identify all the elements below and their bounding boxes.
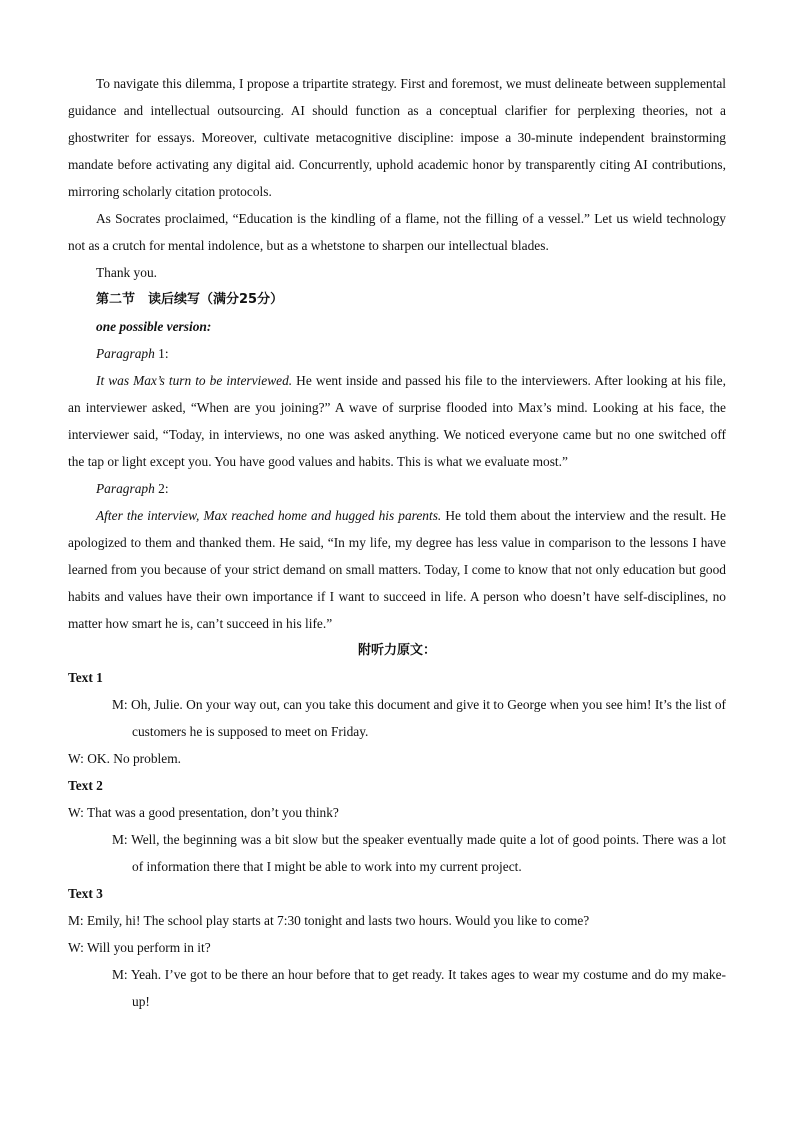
essay-paragraph-1: To navigate this dilemma, I propose a tripartite strategy. First and foremost, we must delineate between supplemental guidance and intellectual outsourcing. AI should function as a conceptual clarifier for perplexing theories, not a ghostwriter for essays. Moreover, cultivate metacognitive discipline: impose a 30-minute independent brainstorming mandate before activating any digital aid. Concurrently, uphold academic honor by transparently citing AI contributions, mirroring scholarly citation protocols. <box>68 76 726 199</box>
continuation-paragraph-2 <box>68 502 726 637</box>
speaker-label: M: <box>112 697 128 712</box>
paragraph2-label-num: 2: <box>154 481 169 496</box>
speaker-label: W: <box>68 940 84 955</box>
dialog-line <box>68 745 726 772</box>
paragraph1-label-num: 1: <box>154 346 169 361</box>
dialog-line <box>68 691 726 745</box>
section2-heading: 第二节 读后续写（满分25分） <box>96 292 284 307</box>
paragraph2-label <box>68 475 726 502</box>
paragraph2-label-word: Paragraph <box>96 481 155 496</box>
text3-label: Text 3 <box>68 886 103 901</box>
paragraph1-lead: It was Max’s turn to be interviewed. <box>96 373 293 388</box>
dialog-text: Well, the beginning was a bit slow but the speaker eventually made quite a lot of good points. There was a lot of information there that I might be able to work into my current project. <box>131 832 726 874</box>
speaker-label: M: <box>112 832 128 847</box>
speaker-label: M: <box>112 967 128 982</box>
version-label: one possible version: <box>96 319 212 334</box>
essay-paragraph-2: As Socrates proclaimed, “Education is the kindling of a flame, not the filling of a vessel.” Let us wield technology not as a crutch for mental indolence, but as a whetstone to sharpen our intellectual blades. <box>68 211 726 253</box>
speaker-label: M: <box>68 913 84 928</box>
dialog-line <box>68 907 726 934</box>
transcript-heading: 附听力原文： <box>357 643 436 658</box>
dialog-line <box>68 826 726 880</box>
dialog-text: Will you perform in it? <box>86 940 211 955</box>
speaker-label: W: <box>68 751 84 766</box>
dialog-line <box>68 799 726 826</box>
speaker-label: W: <box>68 805 84 820</box>
document-content <box>68 70 726 1015</box>
text1-label: Text 1 <box>68 670 103 685</box>
dialog-text: Oh, Julie. On your way out, can you take this document and give it to George when you see him! It’s the list of customers he is supposed to meet on Friday. <box>131 697 726 739</box>
dialog-text: Emily, hi! The school play starts at 7:30 tonight and lasts two hours. Would you like to come? <box>87 913 590 928</box>
continuation-paragraph-1 <box>68 367 726 475</box>
paragraph1-body: He went inside and passed his file to the interviewers. After looking at his file, an interviewer asked, “When are you joining?” A wave of surprise flooded into Max’s mind. Looking at his face, the interviewer said, “Today, in interviews, no one was asked anything. We noticed everyone came but no one switched off the tap or light except you. You have good values and habits. This is what we evaluate most.” <box>68 373 726 469</box>
paragraph1-label <box>68 340 726 367</box>
dialog-text: OK. No problem. <box>87 751 181 766</box>
dialog-line <box>68 961 726 1015</box>
paragraph2-body: He told them about the interview and the result. He apologized to them and thanked them. He said, “In my life, my degree has less value in comparison to the lessons I have learned from you because of your strict demand on small matters. Today, I come to know that not only education but good habits and values have their own importance if I want to succeed in life. A person who doesn’t have self-disciplines, no matter how smart he is, can’t succeed in his life.” <box>68 508 726 631</box>
dialog-line <box>68 934 726 961</box>
text2-label: Text 2 <box>68 778 103 793</box>
paragraph1-label-word: Paragraph <box>96 346 155 361</box>
dialog-text: That was a good presentation, don’t you think? <box>86 805 339 820</box>
essay-closing: Thank you. <box>96 265 157 280</box>
dialog-text: Yeah. I’ve got to be there an hour before that to get ready. It takes ages to wear my costume and do my make-up! <box>130 967 726 1009</box>
paragraph2-lead: After the interview, Max reached home and hugged his parents. <box>96 508 442 523</box>
